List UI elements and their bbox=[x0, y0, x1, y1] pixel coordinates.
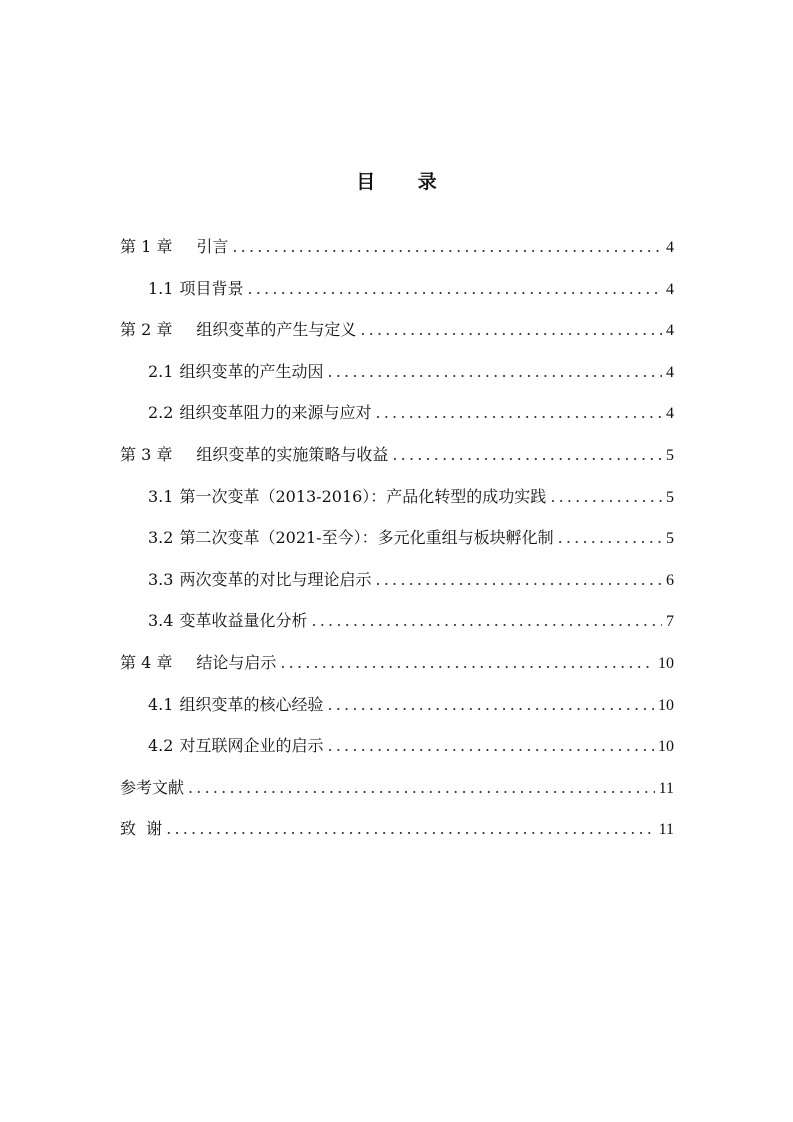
toc-entry[interactable] bbox=[120, 725, 674, 767]
toc-entry-number: 3.3 bbox=[148, 569, 174, 589]
toc-entry-title: 对互联网企业的启示 bbox=[179, 736, 324, 756]
toc-entry-page: 4 bbox=[666, 363, 674, 381]
toc-entry-page: 5 bbox=[666, 488, 674, 506]
toc-entry[interactable] bbox=[120, 268, 674, 310]
toc-dot-leader bbox=[311, 600, 662, 642]
toc-dot-leader bbox=[375, 392, 662, 434]
toc-entry[interactable] bbox=[120, 600, 674, 642]
toc-dot-leader bbox=[375, 559, 662, 601]
toc-dot-leader bbox=[550, 476, 662, 518]
toc-entry-number: 3.2 bbox=[148, 528, 174, 548]
toc-entry-page: 5 bbox=[666, 446, 674, 464]
toc-entry-title: 致 谢 bbox=[120, 819, 163, 839]
toc-entry-title: 组织变革的产生与定义 bbox=[196, 320, 357, 340]
toc-entry-number: 第 3 章 bbox=[120, 444, 173, 464]
toc-entry-title: 引言 bbox=[196, 237, 229, 256]
toc-entry-number: 1.1 bbox=[148, 278, 174, 298]
toc-dot-leader bbox=[280, 642, 654, 684]
toc-entry-title: 项目背景 bbox=[179, 278, 244, 298]
toc-entry-page: 11 bbox=[658, 821, 674, 839]
toc-entry-title: 组织变革的实施策略与收益 bbox=[196, 444, 389, 464]
toc-entry[interactable] bbox=[120, 392, 674, 434]
toc-entry-title: 变革收益量化分析 bbox=[179, 611, 308, 631]
toc-entry[interactable] bbox=[120, 808, 674, 850]
toc-entry-title: 组织变革阻力的来源与应对 bbox=[179, 403, 372, 423]
toc-entry-title: 第二次变革（2021-至今）：多元化重组与板块孵化制 bbox=[179, 528, 554, 548]
toc-entry[interactable] bbox=[120, 434, 674, 476]
toc-entry[interactable] bbox=[120, 559, 674, 601]
toc-dot-leader bbox=[327, 684, 654, 726]
toc-entry-number: 4.2 bbox=[148, 736, 174, 756]
toc-entry-title: 两次变革的对比与理论启示 bbox=[179, 569, 372, 589]
toc-entry-page: 4 bbox=[666, 322, 674, 340]
toc-entry[interactable] bbox=[120, 642, 674, 684]
toc-entry-title: 结论与启示 bbox=[196, 652, 277, 672]
toc-entry-title: 参考文献 bbox=[120, 777, 185, 797]
toc-entry-page: 6 bbox=[666, 571, 674, 589]
toc-entry[interactable] bbox=[120, 226, 674, 268]
toc-entry[interactable] bbox=[120, 309, 674, 351]
toc-dot-leader bbox=[247, 268, 662, 310]
toc-entry-title: 组织变革的产生动因 bbox=[179, 361, 324, 381]
toc-entry-page: 4 bbox=[666, 239, 674, 256]
toc-entry[interactable] bbox=[120, 351, 674, 393]
toc-dot-leader bbox=[360, 309, 662, 351]
toc-entry-page: 10 bbox=[658, 696, 674, 714]
toc-dot-leader bbox=[327, 725, 654, 767]
toc-entry-number: 3.4 bbox=[148, 611, 174, 631]
toc-entry-page: 4 bbox=[666, 405, 674, 423]
toc-entry[interactable] bbox=[120, 684, 674, 726]
toc-entry-page: 10 bbox=[658, 654, 674, 672]
toc-title: 目 录 bbox=[356, 171, 455, 193]
toc-entry-page: 4 bbox=[666, 280, 674, 298]
toc-dot-leader bbox=[188, 767, 655, 809]
toc-entry-number: 第 2 章 bbox=[120, 320, 173, 340]
toc-entry-number: 第 4 章 bbox=[120, 652, 173, 672]
toc-dot-leader bbox=[327, 351, 662, 393]
toc-entry-number: 2.2 bbox=[148, 403, 174, 423]
toc-entry-title: 组织变革的核心经验 bbox=[179, 694, 324, 714]
toc-entry-number: 3.1 bbox=[148, 486, 174, 506]
toc-entry-page: 10 bbox=[658, 738, 674, 756]
toc-entry-page: 11 bbox=[658, 779, 674, 797]
toc-entry-number: 4.1 bbox=[148, 694, 174, 714]
toc-entry[interactable] bbox=[120, 767, 674, 809]
toc-entry-number: 2.1 bbox=[148, 361, 174, 381]
toc-entry-page: 5 bbox=[666, 530, 674, 548]
toc-dot-leader bbox=[166, 808, 654, 850]
toc-entry[interactable] bbox=[120, 517, 674, 559]
toc-entry-number: 第 1 章 bbox=[120, 237, 173, 256]
toc-dot-leader bbox=[558, 517, 662, 559]
toc-dot-leader bbox=[232, 226, 662, 268]
toc-list bbox=[120, 226, 674, 850]
toc-entry-page: 7 bbox=[666, 613, 674, 631]
toc-dot-leader bbox=[392, 434, 662, 476]
toc-entry[interactable] bbox=[120, 476, 674, 518]
toc-entry-title: 第一次变革（2013-2016）：产品化转型的成功实践 bbox=[179, 486, 547, 506]
